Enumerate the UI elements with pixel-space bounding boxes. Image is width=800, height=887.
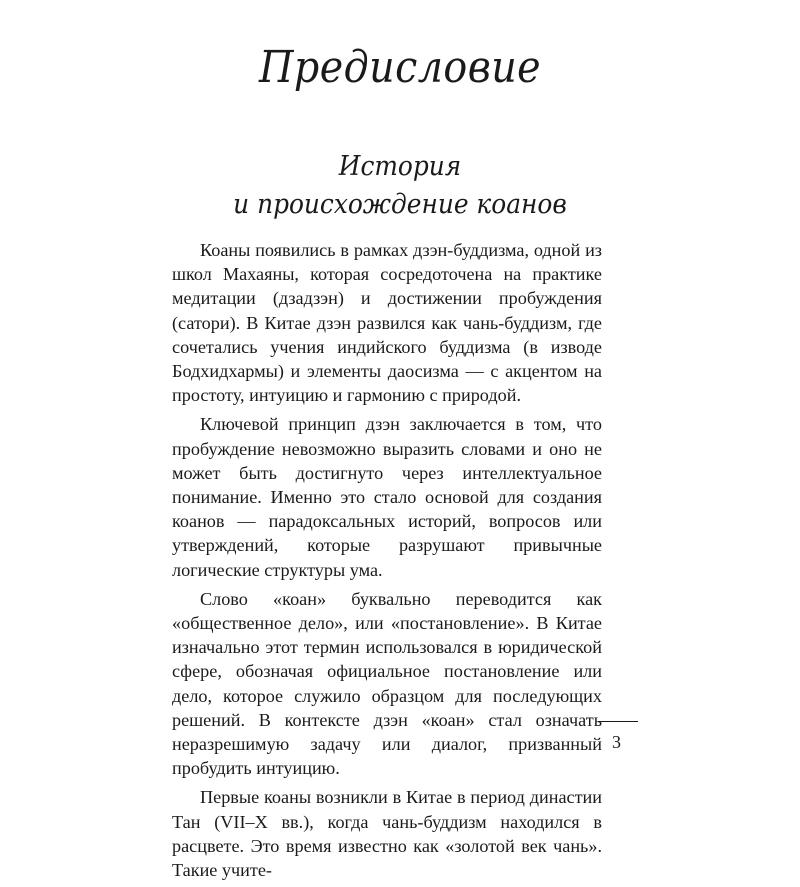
section-title (32, 148, 768, 224)
footer-rule (598, 721, 638, 722)
section-title-line-1: История (338, 151, 462, 182)
paragraph-1: Коаны появились в рамках дзэн-буддизма, одной из школ Махаяны, которая сосредоточена на практике медитации (дзадзэн) и достижении пробуждения (сатори). В Китае дзэн развился как чань-буддизм, где сочетались учения индийского буддизма (в изводе Бодхидхармы) и элементы даосизма — с акцентом на простоту, интуицию и гармонию с природой. (172, 240, 602, 406)
paragraph-4: Первые коаны возникли в Китае в период династии Тан (VII–X вв.), когда чань-буддизм находился в расцвете. Это время известно как «золотой век чань». Такие учите- (172, 787, 602, 881)
paragraph-2: Ключевой принцип дзэн заключается в том, что пробуждение невозможно выразить словами и оно не может быть достигнуто через интеллектуальное понимание. Именно это стало основой для создания коанов — парадоксальных историй, вопросов или утверждений, которые разрушают привычные логические структуры ума. (172, 414, 602, 580)
body-text (172, 238, 602, 887)
chapter-title: Предисловие (258, 42, 542, 93)
paragraph-3: Слово «коан» буквально переводится как «общественное дело», или «постановление». В Китае изначально этот термин использовался в юридической сфере, обозначая официальное постановление или дело, которое служило образцом для последующих решений. В контексте дзэн «коан» стал означать неразрешимую задачу или диалог, призванный пробудить интуицию. (172, 588, 602, 779)
page-number: 3 (612, 732, 621, 752)
section-title-line-2: и происхождение коанов (233, 189, 567, 220)
